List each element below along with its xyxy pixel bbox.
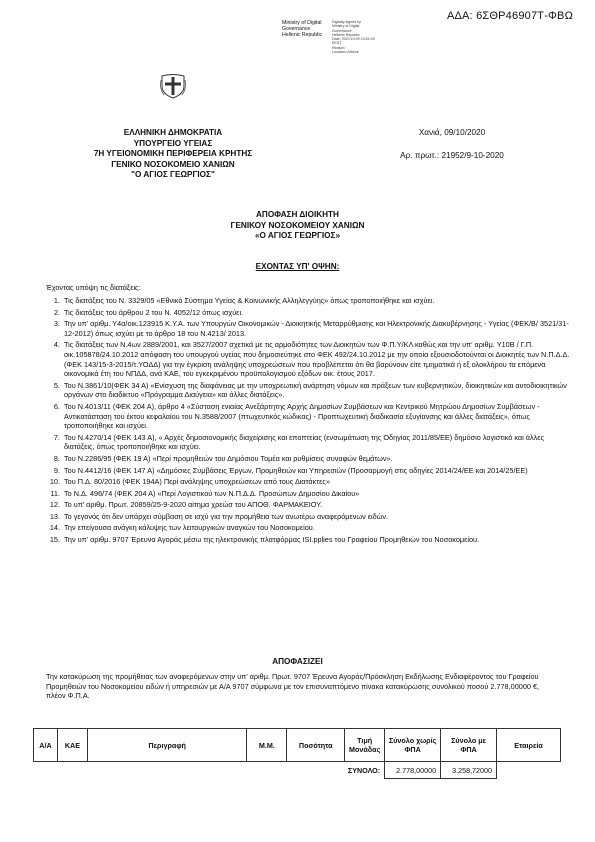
col-header-aa: Α/Α — [34, 729, 58, 762]
list-item: 14. Την επείγουσα ανάγκη κάλυψης των λειτουργικών αναγκών του Νοσοκομείου. — [62, 523, 572, 533]
protocol-number: Αρ. πρωτ.: 21952/9-10-2020 — [400, 150, 504, 160]
decision-title: ΑΠΟΦΑΣΗ ΔΙΟΙΚΗΤΗ ΓΕΝΙΚΟΥ ΝΟΣΟΚΟΜΕΙΟΥ ΧΑΝΙΩΝ «Ο ΑΓΙΟΣ ΓΕΩΡΓΙΟΣ» — [230, 210, 365, 241]
list-item: 11. Το Ν.Δ. 496/74 (ΦΕΚ 204 Α) «Περί Λογιστικού των Ν.Π.Δ.Δ. Προσώπων Δημοσίου Δικαίου» — [62, 489, 572, 499]
list-item: 8. Του Ν.2286/95 (ΦΕΚ 19 Α) «Περί προμηθειών του Δημόσιου Τομέα και ρυθμίσεις συναφών θεμάτων». — [62, 454, 572, 464]
col-header-total-gross: Σύνολο με ΦΠΑ — [441, 729, 497, 762]
award-table — [33, 728, 561, 779]
total-net-value: 2.778,00000 — [385, 762, 441, 779]
col-header-description: Περιγραφή — [87, 729, 246, 762]
list-item: 3. Την υπ' αριθμ. Υ4α/οικ.123915 Κ.Υ.Α. των Υπουργών Οικονομικών - Διοικητικής Μεταρρύθμισης και Ηλεκτρονικής Διακυβέρνησης - Υγείας (ΦΕΚ/Β/ 3521/31-12-2012) όπως ισχύει με το άρθρο 18 του Ν.4213/ 2013. — [62, 319, 572, 338]
col-header-unit-price: Τιμή Μονάδας — [345, 729, 385, 762]
table-total-row — [34, 762, 561, 779]
list-item: 7. Του Ν.4270/14 (ΦΕΚ 143 Α), « Αρχές δημοσιονομικής διαχείρισης και εποπτείας (ενσωμάτωση της Οδηγίας 2011/85/ΕΕ) δημόσιο λογιστικό και άλλες διατάξεις, όπως τροποποιήθηκε και ισχύει. — [62, 433, 572, 452]
list-item: 2. Τις διατάξεις του άρθρου 2 του Ν. 4052/12 όπως ισχύει. — [62, 308, 572, 318]
legal-basis-list — [40, 296, 572, 547]
list-item: 6. Του Ν.4013/11 (ΦΕΚ 204 Α), άρθρο 4 «Σύσταση ενιαίας Ανεξάρτητης Αρχής Δημοσίων Συμβάσεων και Κεντρικού Μητρώου Δημοσίων Συμβάσεων - Αντικατάσταση του έκτου κεφαλαίου του Ν.3588/2007 (πτωχευτικός κώδικας) - Προπτωχευτική διαδικασία εξυγίανσης και άλλες διατάξεις», όπως τροποποιήθηκε και ισχύει. — [62, 402, 572, 431]
hellenic-emblem-icon — [158, 70, 188, 100]
list-item: 5. Του Ν.3861/10(ΦΕΚ 34 Α) «Ενίσχυση της διαφάνειας με την υποχρεωτική ανάρτηση νόμων και πράξεων των κυβερνητικών, διοικητικών και αυτοδιοικητικών οργάνων στο διαδίκτυο «Πρόγραμμα Διαύγεια» και άλλες διατάξεις». — [62, 381, 572, 400]
decides-heading: ΑΠΟΦΑΣΙΖΕΙ — [272, 657, 323, 666]
signature-details: Digitally signed by Ministry of Digital Governance, Hellenic Republic Date: 2020.10.09 13:51:09 EEST Reason: Location: Athens — [332, 20, 375, 55]
table-header-row — [34, 729, 561, 762]
issuer-block: ΕΛΛΗΝΙΚΗ ΔΗΜΟΚΡΑΤΙΑ ΥΠΟΥΡΓΕΙΟ ΥΓΕΙΑΣ 7Η ΥΓΕΙΟΝΟΜΙΚΗ ΠΕΡΙΦΕΡΕΙΑ ΚΡΗΤΗΣ ΓΕΝΙΚΟ ΝΟΣΟΚΟΜΕΙΟ ΧΑΝΙΩΝ "Ο ΑΓΙΟΣ ΓΕΩΡΓΙΟΣ" — [93, 128, 253, 180]
signature-issuer-en: Ministry of Digital Governance Hellenic Republic — [282, 20, 323, 38]
col-header-total-net: Σύνολο χωρίς ΦΠΑ — [385, 729, 441, 762]
list-item: 1. Τις διατάξεις του Ν. 3329/05 «Εθνικό Σύστημα Υγείας & Κοινωνικής Αλληλεγγύης» όπως τροποποιήθηκε και ισχύει. — [62, 296, 572, 306]
list-item: 12. Το υπ' αριθμ. Πρωτ. 20859/25-9-2020 αίτημα χρεώσ του ΑΠΟΘ. ΦΑΡΜΑΚΕΙΟΥ. — [62, 500, 572, 510]
date-protocol-block — [362, 128, 542, 161]
document-date: Χανιά, 09/10/2020 — [418, 128, 486, 137]
list-item: 15. Την υπ' αριθμ. 9707 Έρευνα Αγοράς μέσω της ηλεκτρονικής πλατφόρμας ISI.pplies του Γραφείου Προμηθειών του Νοσοκομείου. — [62, 535, 572, 545]
intro-text: Έχοντας υπόψη τις διατάξεις: — [46, 283, 141, 292]
having-regard-heading: ΕΧΟΝΤΑΣ ΥΠ' ΟΨΗΝ: — [255, 262, 340, 271]
digital-signature-block — [282, 20, 392, 54]
ada-code: ΑΔΑ: 6ΣΘΡ46907Τ-ΦΒΩ — [446, 10, 573, 22]
col-header-kae: ΚΑΕ — [57, 729, 87, 762]
col-header-unit: Μ.Μ. — [247, 729, 287, 762]
list-item: 13. Το γεγονός ότι δεν υπάρχει σύμβαση σε ισχύ για την προμήθεια των ανωτέρω αναφερόμενων ειδών. — [62, 512, 572, 522]
list-item: 10. Του Π.Δ. 80/2016 (ΦΕΚ 194Α) Περί ανάληψης υποχρεώσεων από τους Διατάκτες» — [62, 477, 572, 487]
col-header-quantity: Ποσότητα — [287, 729, 345, 762]
total-gross-value: 3.258,72000 — [441, 762, 497, 779]
col-header-company: Εταιρεία — [497, 729, 561, 762]
total-label: ΣΥΝΟΛΟ: — [347, 765, 381, 775]
decision-text: Την κατακύρωση της προμήθειας των αναφερόμενων στην υπ' αριθμ. Πρωτ. 9707 Έρευνα Αγοράς/Πρόσκληση Εκδήλωσης Ενδιαφέροντος του Γραφείου Προμηθειών του Νοσοκομείου ειδών ή υπηρεσιών με Α/Α 9707 σύμφωνα με τον επισυναπτόμενο πίνακα κατακύρωσης συνολικού ποσού 2.778,00000 €, πλέον Φ.Π.Α. — [46, 672, 540, 701]
list-item: 9. Του Ν.4412/16 (ΦΕΚ 147 Α) «Δημόσιες Συμβάσεις Έργων, Προμηθειών και Υπηρεσιών (Προσαρμογή στις οδηγίες 2014/24/ΕΕ και 2014/25/ΕΕ) — [62, 466, 572, 476]
list-item: 4. Τις διατάξεις των Ν.4ων 2889/2001, και 3527/2007 σχετικά με τις αρμοδιότητες των Διοικητών των Φ.Π.Υ/ΚΛ καθώς και την υπ' αριθμ. Υ10Β / Γ.Π. οικ.105878/24.10.2012 απόφαση του υπουργού υγείας που δημοσιεύτηκε στο ΦΕΚ 492/24.10.2012 με την οποία εξουσιοδοτούνται οι Διοικητές των Ν.Π.Δ.Δ. (ΦΕΚ 143/15-3-2015/τ.ΥΟΔΔ) για την έγκριση ανάληψης υποχρεώσεων που προβλέπεται ότι θα βαρύνουν είτε τμηματικά ή εξ ολοκλήρου τα επόμενα οικονομικά έτη του ΝΠΔΔ, ανά ΚΑΕ, του εγκεκριμένου προϋπολογισμού εξόδων οικ. έτους 2017. — [62, 340, 572, 378]
